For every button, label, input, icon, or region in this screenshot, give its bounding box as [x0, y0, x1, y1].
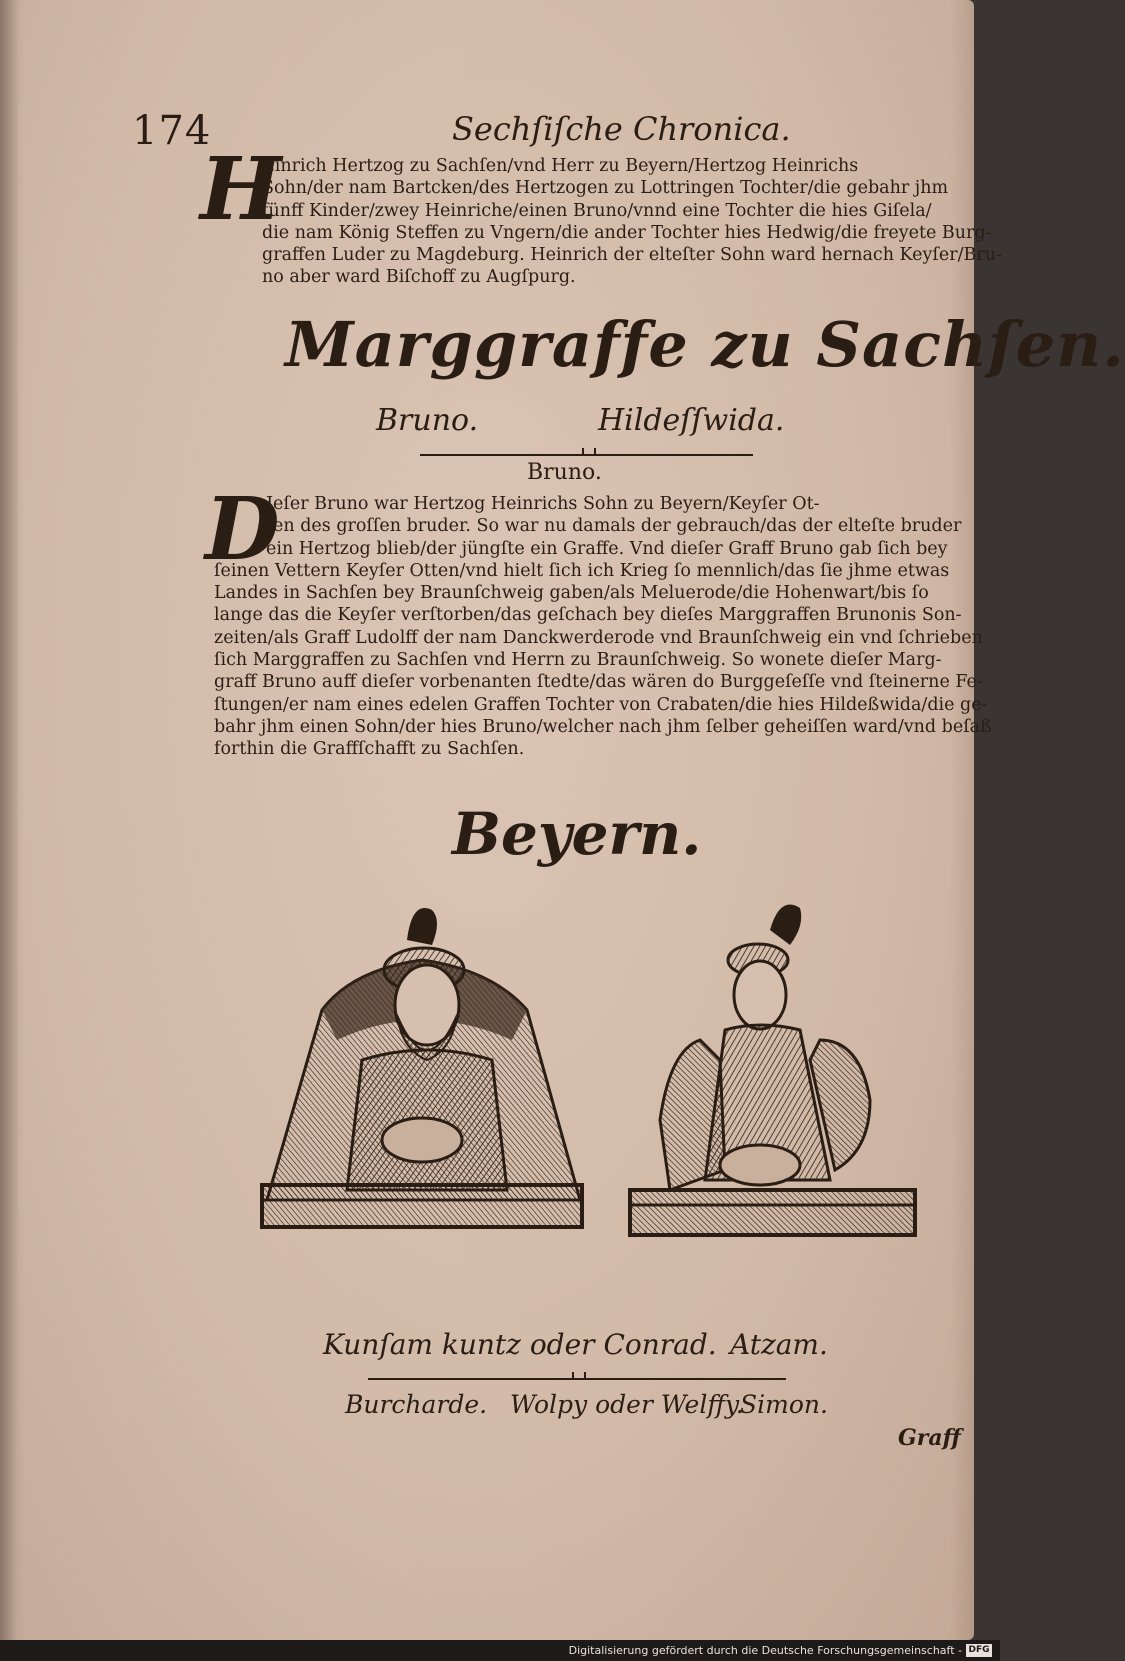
text-line: forthin die Graffſchafft zu Sachſen. — [214, 739, 525, 760]
text-line: graffen Luder zu Magdeburg. Heinrich der elteſter Sohn ward hernach Keyſer/Bru- — [262, 245, 1002, 266]
text-line: fünff Kinder/zwey Heinriche/einen Bruno/vnnd eine Tochter die hies Giſela/ — [262, 200, 932, 221]
paragraph-heinrich — [262, 155, 1002, 289]
footer-bar — [0, 1640, 1000, 1661]
text-line: lange das die Keyſer verſtorben/das geſchach bey dieſes Marggraffen Brunonis Son- — [214, 605, 962, 626]
text-line: Landes in Sachſen bey Braunſchweig gaben/als Meluerode/die Hohenwart/bis ſo — [214, 583, 929, 604]
heading-beyern: Beyern. — [452, 800, 702, 868]
text-line: bahr jhm einen Sohn/der hies Bruno/welcher nach jhm ſelber geheiſſen ward/vnd beſaß — [214, 716, 992, 737]
paragraph-bruno — [214, 493, 992, 761]
name-hildesswida: Hildeſſwida. — [598, 403, 785, 438]
catchword: Graff — [898, 1425, 961, 1451]
footer-credit: Digitalisierung gefördert durch die Deutsche Forschungsgemeinschaft - — [568, 1644, 962, 1657]
dropcap-h: H — [200, 139, 282, 240]
text-line: ein Hertzog blieb/der jüngſte ein Graffe. Vnd dieſer Graff Bruno gab ſich bey — [266, 538, 948, 559]
text-line: graff Bruno auff dieſer vorbenanten ſtedte/das wären do Burggeſeſſe vnd ſteinerne Fe- — [214, 672, 983, 693]
running-head: Sechſiſche Chronica. — [452, 110, 791, 148]
page-gutter — [0, 0, 18, 1640]
caption-conrad: Kunſam kuntz oder Conrad. — [323, 1328, 717, 1361]
child-burcharde: Burcharde. — [345, 1390, 488, 1419]
text-line: ten des groſſen bruder. So war nu damals der gebrauch/das der elteſte bruder — [266, 516, 962, 537]
woodcut-portrait-woman — [630, 900, 915, 1240]
text-line: die nam König Steffen zu Vngern/die ander Tochter hies Hedwig/die freyete Burg- — [262, 222, 992, 243]
text-line: ſtungen/er nam eines edelen Graffen Tochter von Crabaten/die hies Hildeßwida/die ge- — [214, 694, 988, 715]
woodcut-portrait-man — [262, 900, 582, 1230]
child-wolpy: Wolpy oder Welffy. — [510, 1390, 744, 1419]
text-line: Sohn/der nam Bartcken/des Hertzogen zu Lottringen Tochter/die gebahr jhm — [262, 178, 949, 199]
heading-marggraffe: Marggraffe zu Sachſen. — [285, 308, 1125, 381]
text-line: zeiten/als Graff Ludolff der nam Danckwerderode vnd Braunſchweig ein vnd ſchrieben — [214, 627, 983, 648]
caption-atzam: Atzam. — [730, 1328, 828, 1361]
dropcap-d: D — [205, 479, 280, 580]
text-line: Einrich Hertzog zu Sachſen/vnd Herr zu Beyern/Hertzog Heinrichs — [262, 156, 859, 176]
dfg-logo-icon: DFG — [966, 1644, 992, 1657]
name-bruno: Bruno. — [376, 403, 479, 438]
text-line: no aber ward Biſchoff zu Augſpurg. — [262, 267, 576, 288]
page-number: 174 — [132, 108, 212, 154]
children-bracket — [368, 1378, 786, 1390]
child-simon: Simon. — [740, 1390, 828, 1419]
subhead-bruno: Bruno. — [527, 460, 602, 485]
text-line: ſeinen Vettern Keyſer Otten/vnd hielt ſich ich Krieg ſo mennlich/das ſie jhme etwas — [214, 560, 950, 581]
text-line: ſich Marggraffen zu Sachſen vnd Herrn zu Braunſchweig. So wonete dieſer Marg- — [214, 650, 942, 671]
text-line: Jeſer Bruno war Hertzog Heinrichs Sohn zu Beyern/Keyſer Ot- — [266, 494, 820, 514]
